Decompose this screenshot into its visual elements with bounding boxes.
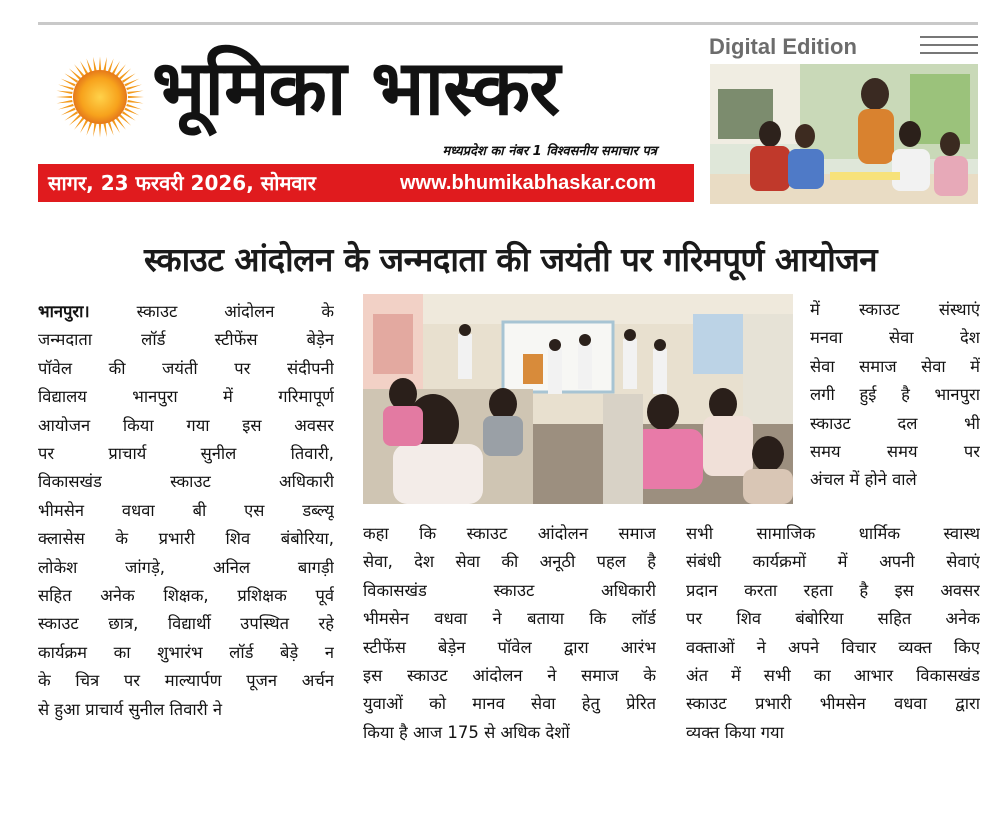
text-line: अंत में सभी का आभार विकासखंड <box>686 666 980 686</box>
text-line: अंचल में होने वाले <box>810 470 917 490</box>
article-column-3-top <box>810 296 980 495</box>
text-line: स्टीफेंस बेड़ेन पॉवेल द्वारा आरंभ <box>363 637 656 657</box>
article-column-1 <box>38 298 334 724</box>
text-line: में स्काउट संस्थाएं <box>810 300 980 319</box>
text-line: पर प्राचार्य सुनील तिवारी, <box>38 444 334 464</box>
top-rule <box>38 22 978 25</box>
text-line: मनवा सेवा देश <box>810 328 980 348</box>
text-line: स्काउट छात्र, विद्यार्थी उपस्थित रहे <box>38 614 334 634</box>
text-line: से हुआ प्राचार्य सुनील तिवारी ने <box>38 699 223 719</box>
dateline-lead: भानपुरा। <box>38 302 90 321</box>
text-line: सभी सामाजिक धार्मिक स्वास्थ <box>686 524 980 543</box>
text-line: विद्यालय भानपुरा में गरिमापूर्ण <box>38 387 334 407</box>
tagline: मध्यप्रदेश का नंबर 1 विश्वसनीय समाचार पत्र <box>442 144 657 159</box>
text-line: जन्मदाता लॉर्ड स्टीफेंस बेड़ेन <box>38 330 334 350</box>
article-column-2 <box>363 520 656 747</box>
text-line: सेवा समाज सेवा में <box>810 356 980 376</box>
event-photo <box>363 294 793 504</box>
text-line: संबंधी कार्यक्रमों में अपनी सेवाएं <box>686 552 980 572</box>
text-line: व्यक्त किया गया <box>686 722 784 742</box>
text-line: वक्ताओं ने अपने विचार व्यक्त किए <box>686 637 980 657</box>
newspaper-title: भूमिका भास्कर <box>152 43 560 132</box>
text-line: कहा कि स्काउट आंदोलन समाज <box>363 524 656 543</box>
text-line: लगी हुई है भानपुरा <box>810 385 980 405</box>
text-line: विकासखंड स्काउट अधिकारी <box>38 472 334 492</box>
text-line: भीमसेन वधवा बी एस डब्ल्यू <box>38 500 334 520</box>
text-line: कार्यक्रम का शुभारंभ लॉर्ड बेड़े न <box>38 642 334 662</box>
date-banner <box>38 164 694 202</box>
text-line: स्काउट प्रभारी भीमसेन वधवा द्वारा <box>686 694 980 714</box>
text-line: समय समय पर <box>810 442 980 462</box>
text-line: भानपुरा। स्काउट आंदोलन के <box>38 302 334 321</box>
sun-logo-icon <box>50 52 150 142</box>
text-line: विकासखंड स्काउट अधिकारी <box>363 580 656 600</box>
website-link[interactable]: www.bhumikabhaskar.com <box>400 172 657 194</box>
text-line: किया है आज 175 से अधिक देशों <box>363 722 570 742</box>
text-line: क्लासेस के प्रभारी शिव बंबोरिया, <box>38 529 334 549</box>
text-line: सहित अनेक शिक्षक, प्रशिक्षक पूर्व <box>38 586 334 606</box>
text-line: सेवा, देश सेवा की अनूठी पहल है <box>363 552 656 572</box>
text-line: प्रदान करता रहता है इस अवसर <box>686 580 980 600</box>
text-line: भीमसेन वधवा ने बताया कि लॉर्ड <box>363 609 656 629</box>
text-line: के चित्र पर माल्यार्पण पूजन अर्चन <box>38 671 334 691</box>
text-line: आयोजन किया गया इस अवसर <box>38 415 334 435</box>
dateline: सागर, 23 फरवरी 2026, सोमवार <box>48 171 316 195</box>
text-line: युवाओं को मानव सेवा हेतु प्रेरित <box>363 694 656 714</box>
text-line: इस स्काउट आंदोलन ने समाज के <box>363 666 656 686</box>
text-line: स्काउट दल भी <box>810 413 980 433</box>
digital-edition-label: Digital Edition <box>709 34 857 59</box>
article-column-3 <box>686 520 980 747</box>
text-line: लोकेश जांगड़े, अनिल बागड़ी <box>38 557 334 577</box>
text-line: पर शिव बंबोरिया सहित अनेक <box>686 609 980 629</box>
menu-lines-icon <box>920 36 978 58</box>
classroom-photo <box>710 64 978 204</box>
article-headline: स्काउट आंदोलन के जन्मदाता की जयंती पर गरिमपूर्ण आयोजन <box>143 240 878 279</box>
text-line: पॉवेल की जयंती पर संदीपनी <box>38 358 334 378</box>
